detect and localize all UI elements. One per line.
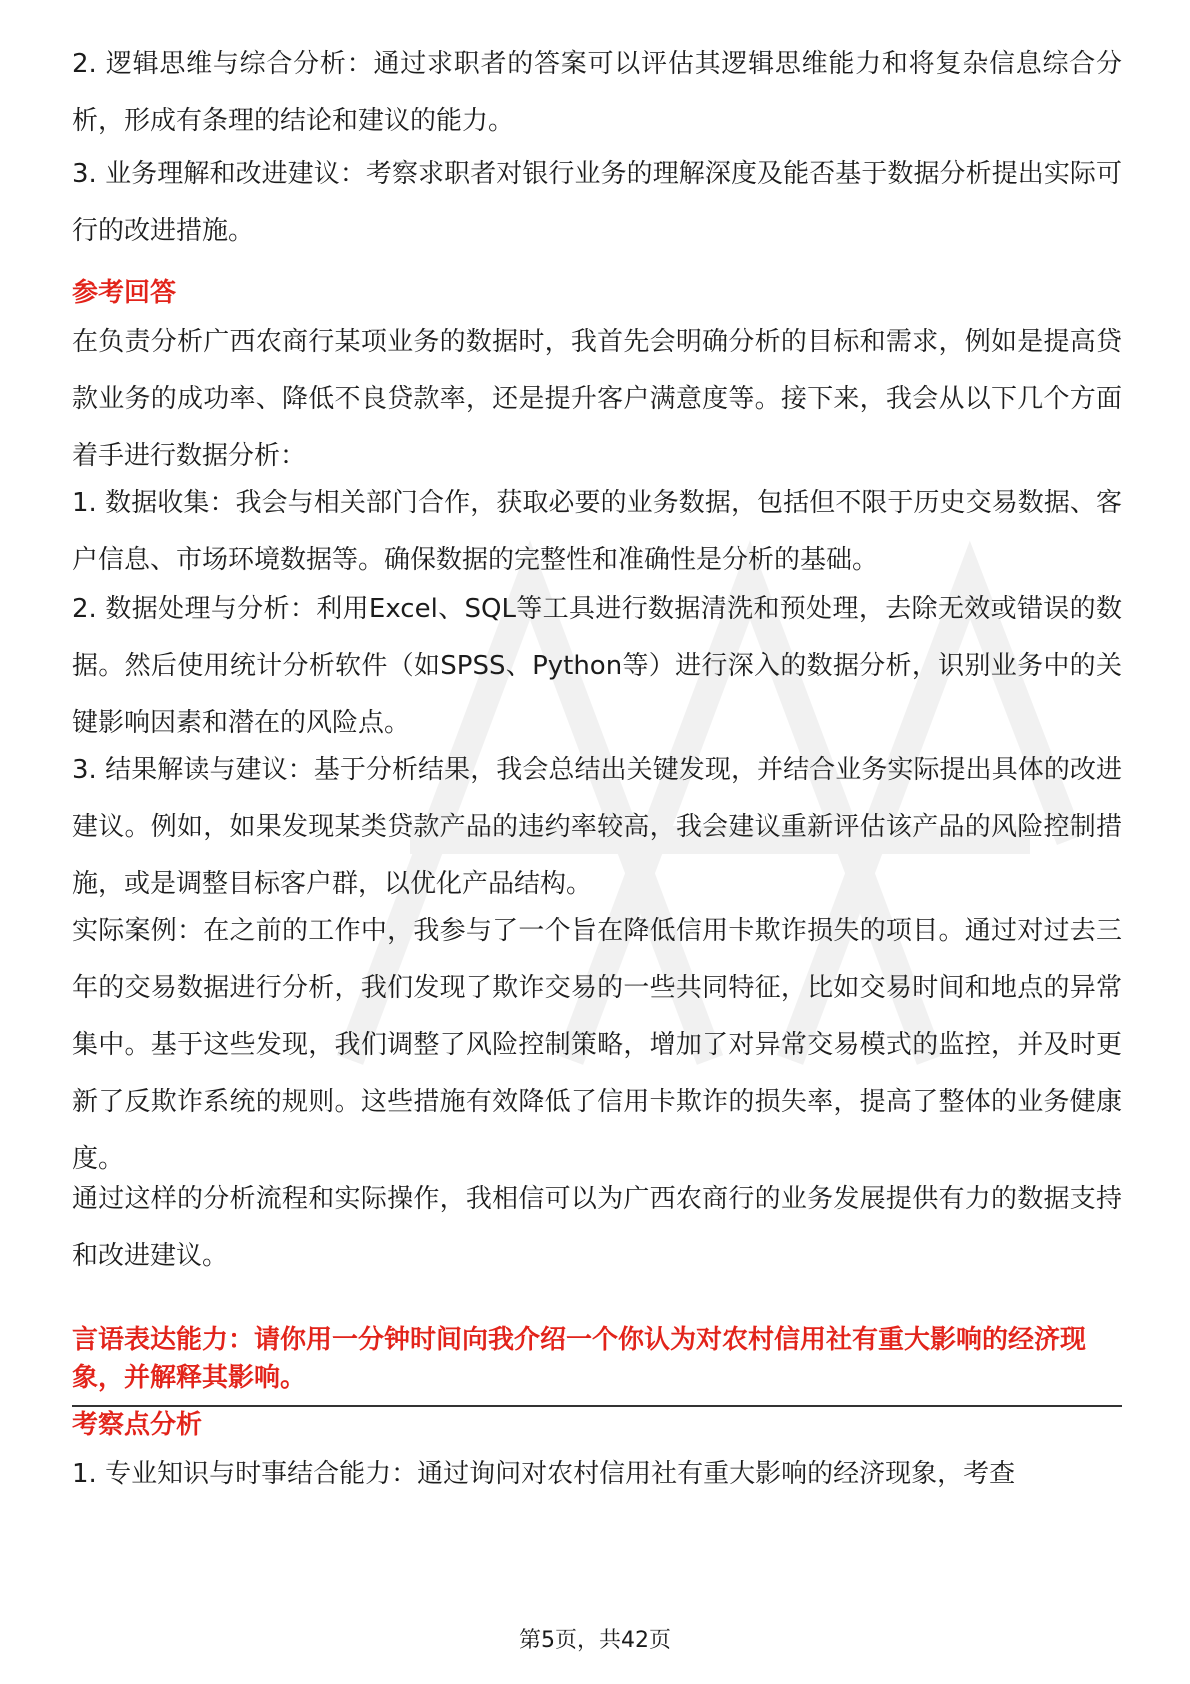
answer-point-interpretation: 3. 结果解读与建议：基于分析结果，我会总结出关键发现，并结合业务实际提出具体的改进建议。例如，如果发现某类贷款产品的违约率较高，我会建议重新评估该产品的风险控制措施，或是调整目标客户群，以优化产品结构。 xyxy=(72,755,1122,899)
analysis-point-1: 1. 专业知识与时事结合能力：通过询问对农村信用社有重大影响的经济现象，考查 xyxy=(72,1459,1016,1489)
answer-intro-paragraph: 在负责分析广西农商行某项业务的数据时，我首先会明确分析的目标和需求，例如是提高贷款业务的成功率、降低不良贷款率，还是提升客户满意度等。接下来，我会从以下几个方面着手进行数据分析： xyxy=(72,327,1122,471)
page-number-footer: 第5页，共42页 xyxy=(519,1628,671,1653)
next-question-title: 言语表达能力：请你用一分钟时间向我介绍一个你认为对农村信用社有重大影响的经济现象，并解释其影响。 xyxy=(72,1325,1087,1393)
answer-conclusion: 通过这样的分析流程和实际操作，我相信可以为广西农商行的业务发展提供有力的数据支持和改进建议。 xyxy=(72,1184,1122,1271)
continuation-point-2: 2. 逻辑思维与综合分析：通过求职者的答案可以评估其逻辑思维能力和将复杂信息综合分析，形成有条理的结论和建议的能力。 xyxy=(72,49,1122,136)
answer-heading: 参考回答 xyxy=(72,278,177,308)
answer-case-study: 实际案例：在之前的工作中，我参与了一个旨在降低信用卡欺诈损失的项目。通过对过去三年的交易数据进行分析，我们发现了欺诈交易的一些共同特征，比如交易时间和地点的异常集中。基于这些发现，我们调整了风险控制策略，增加了对异常交易模式的监控，并及时更新了反欺诈系统的规则。这些措施有效降低了信用卡欺诈的损失率，提高了整体的业务健康度。 xyxy=(72,916,1122,1174)
answer-point-data-processing: 2. 数据处理与分析：利用Excel、SQL等工具进行数据清洗和预处理，去除无效或错误的数据。然后使用统计分析软件（如SPSS、Python等）进行深入的数据分析，识别业务中的关键影响因素和潜在的风险点。 xyxy=(72,594,1122,738)
section-divider xyxy=(72,1405,1122,1407)
continuation-point-3: 3. 业务理解和改进建议：考察求职者对银行业务的理解深度及能否基于数据分析提出实际可行的改进措施。 xyxy=(72,159,1122,246)
answer-point-data-collection: 1. 数据收集：我会与相关部门合作，获取必要的业务数据，包括但不限于历史交易数据、客户信息、市场环境数据等。确保数据的完整性和准确性是分析的基础。 xyxy=(72,488,1122,575)
analysis-heading: 考察点分析 xyxy=(72,1410,203,1440)
